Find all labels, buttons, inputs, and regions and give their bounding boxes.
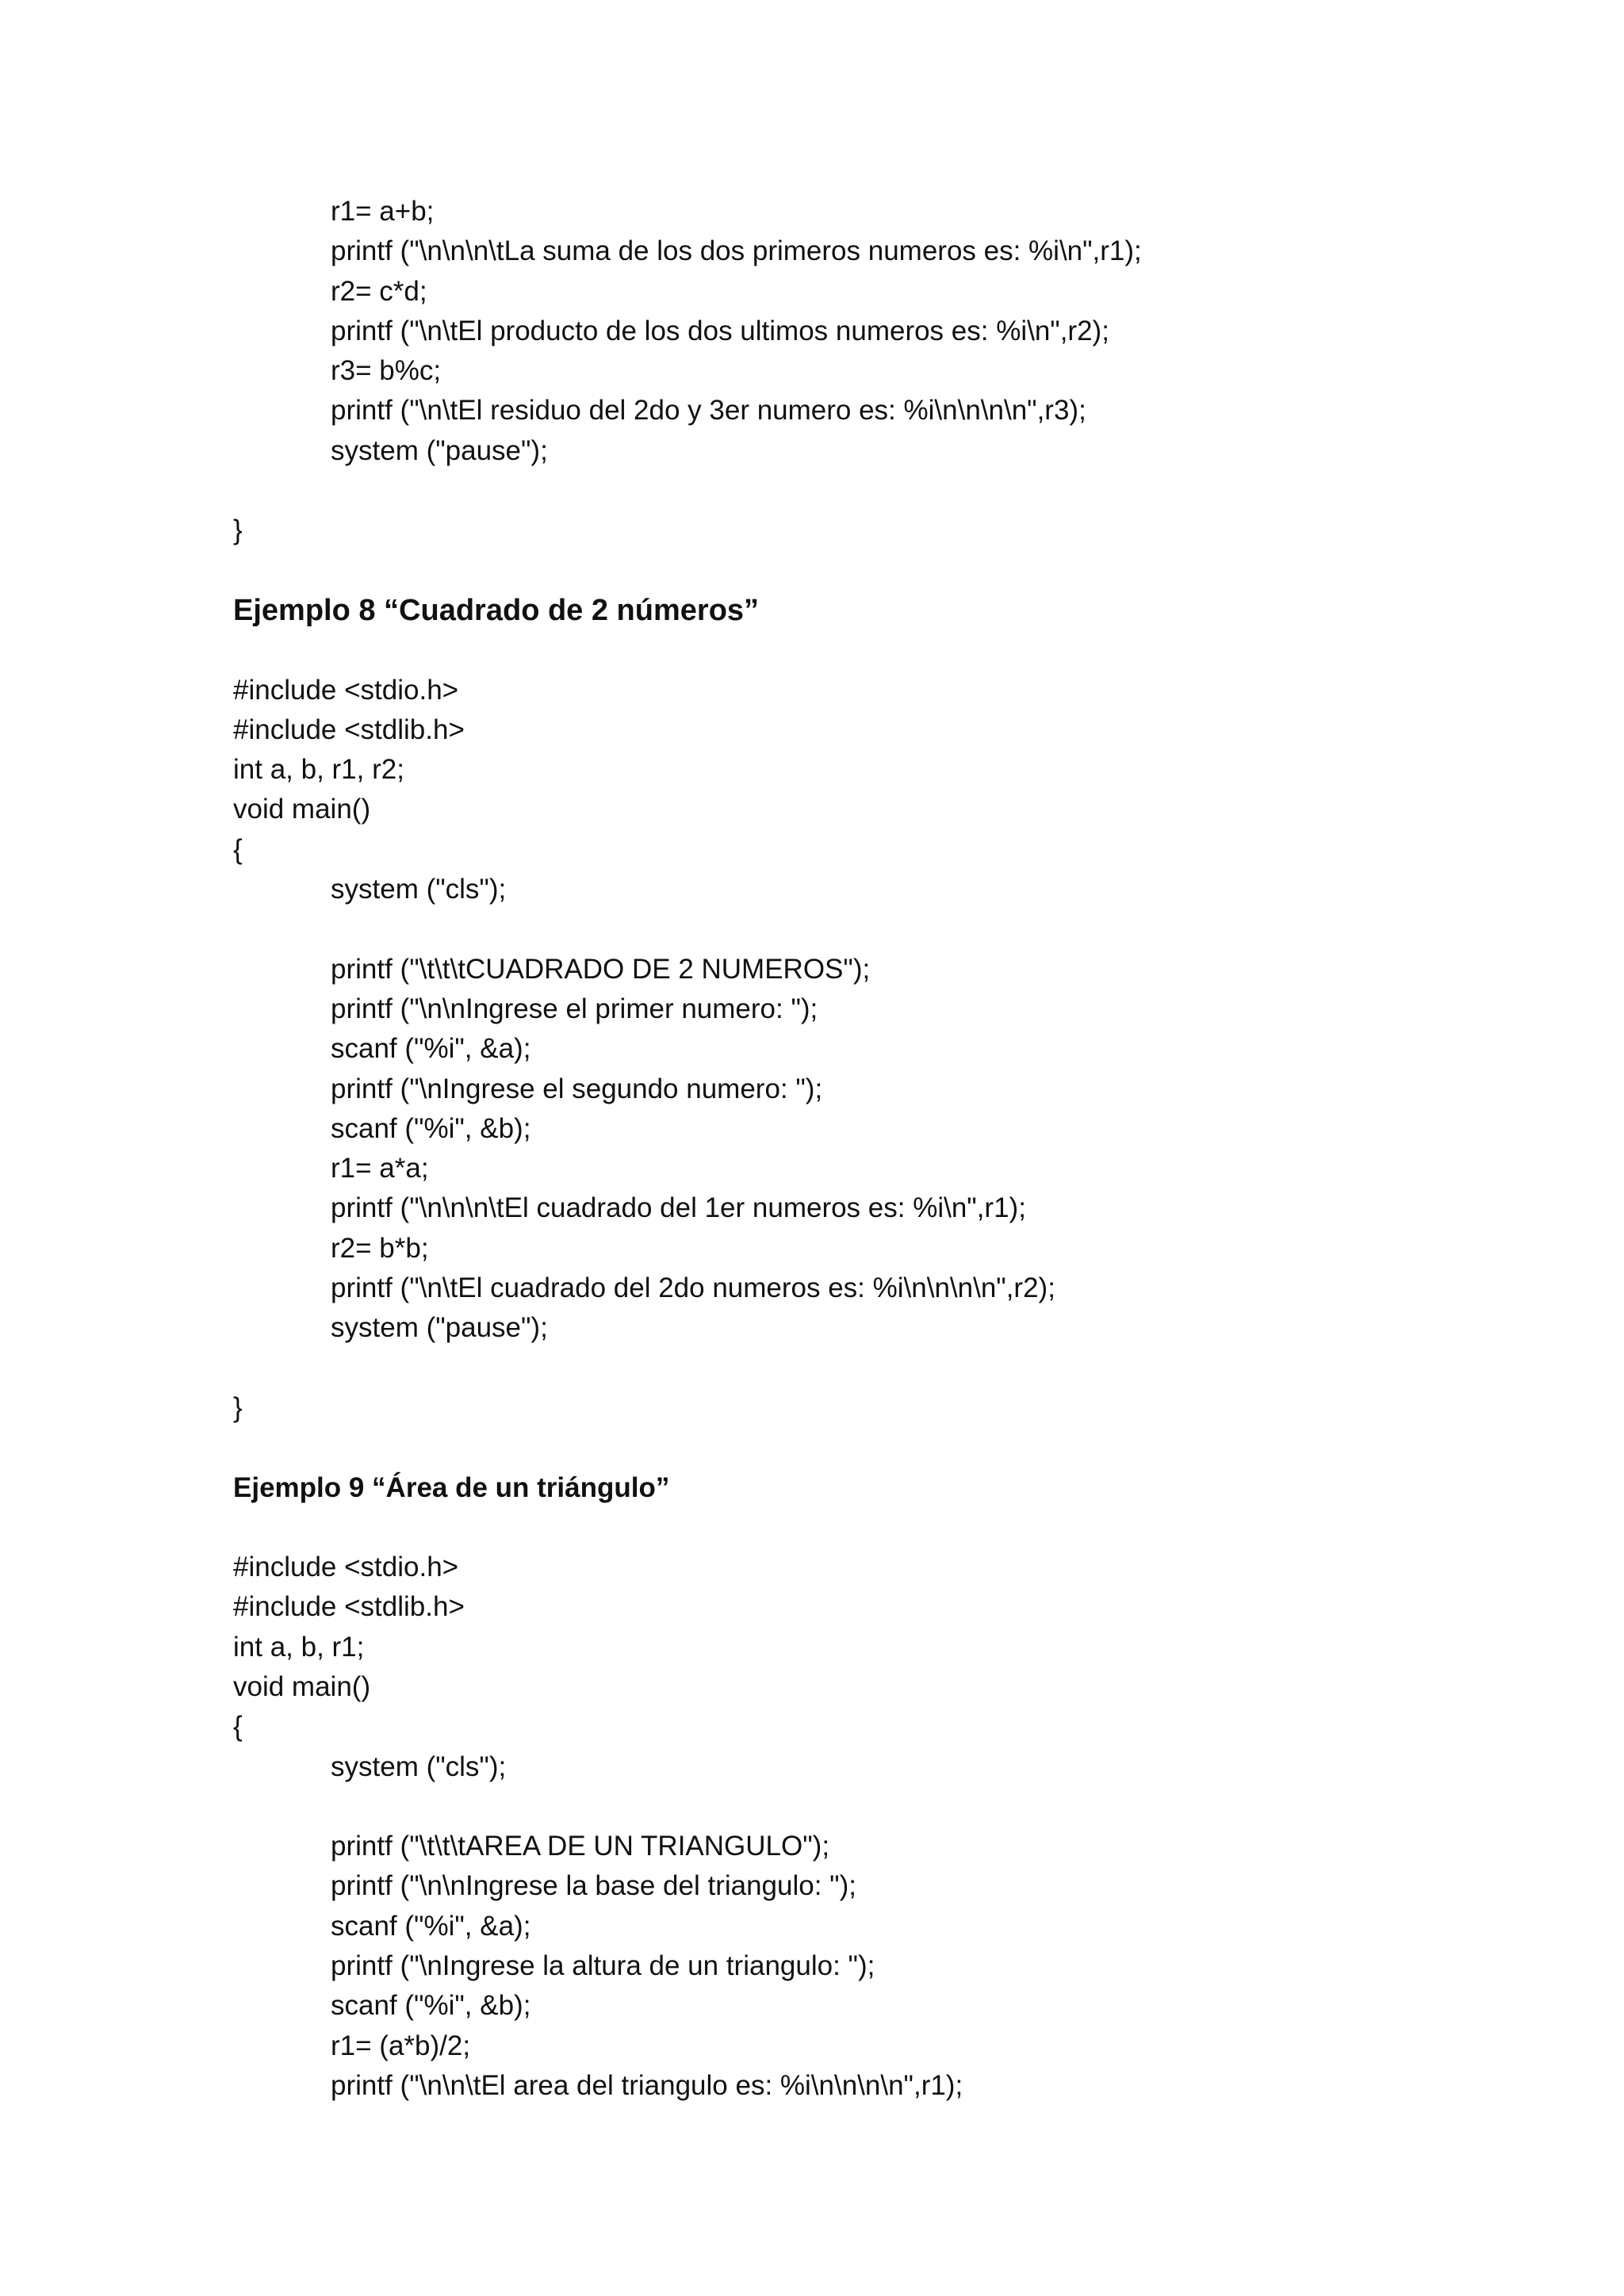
- code-line: void main(): [233, 1670, 371, 1702]
- code-line: #include <stdlib.h>: [233, 1591, 465, 1623]
- code-line: int a, b, r1, r2;: [233, 754, 404, 786]
- blank-line: [233, 1428, 1518, 1468]
- code-line: #include <stdlib.h>: [233, 714, 465, 745]
- code-line: printf ("\nIngrese el segundo numero: ");: [331, 1073, 823, 1104]
- code-line: printf ("\n\nIngrese el primer numero: ");: [331, 993, 818, 1024]
- code-line: r1= (a*b)/2;: [331, 2030, 471, 2061]
- blank-line: [233, 630, 1518, 670]
- code-line: system ("pause");: [331, 434, 548, 466]
- closing-brace: }: [233, 515, 243, 546]
- code-line: printf ("\n\tEl cuadrado del 2do numeros es: %i\n\n\n\n",r2);: [331, 1272, 1055, 1304]
- example-8-heading: Ejemplo 8 “Cuadrado de 2 números”: [233, 593, 760, 627]
- code-line: printf ("\nIngrese la altura de un triangulo: ");: [331, 1950, 875, 1982]
- blank-line: [233, 551, 1518, 591]
- code-line: r2= b*b;: [331, 1232, 429, 1264]
- blank-line: [233, 909, 1518, 949]
- code-line: system ("cls");: [331, 1751, 507, 1782]
- code-line: system ("cls");: [331, 874, 507, 905]
- opening-brace: {: [233, 1711, 243, 1743]
- blank-line: [233, 1787, 1518, 1827]
- blank-line: [233, 1508, 1518, 1548]
- code-line: system ("pause");: [331, 1312, 548, 1344]
- code-line: scanf ("%i", &a);: [331, 1910, 531, 1942]
- code-line: #include <stdio.h>: [233, 1552, 459, 1583]
- closing-brace: }: [233, 1391, 243, 1423]
- continuation-code-block: [233, 192, 1518, 591]
- code-line: printf ("\n\n\tEl area del triangulo es: %i\n\n\n\n",r1);: [331, 2069, 963, 2101]
- opening-brace: {: [233, 833, 243, 865]
- code-line: r1= a+b;: [331, 196, 435, 227]
- code-line: scanf ("%i", &b);: [331, 1112, 531, 1144]
- example-9-heading: Ejemplo 9 “Área de un triángulo”: [233, 1471, 670, 1503]
- example-8-section: [233, 591, 1518, 1468]
- code-line: r1= a*a;: [331, 1153, 429, 1184]
- code-line: r3= b%c;: [331, 355, 442, 387]
- code-line: printf ("\n\tEl producto de los dos ultimos numeros es: %i\n",r2);: [331, 315, 1109, 346]
- code-line: scanf ("%i", &a);: [331, 1033, 531, 1065]
- code-line: int a, b, r1;: [233, 1631, 365, 1663]
- blank-line: [233, 471, 1518, 511]
- code-line: printf ("\n\n\n\tEl cuadrado del 1er numeros es: %i\n",r1);: [331, 1192, 1026, 1224]
- code-line: r2= c*d;: [331, 275, 427, 307]
- code-line: printf ("\n\nIngrese la base del triangulo: ");: [331, 1870, 856, 1902]
- code-line: printf ("\n\n\n\tLa suma de los dos primeros numeros es: %i\n",r1);: [331, 235, 1142, 267]
- code-line: printf ("\t\t\tAREA DE UN TRIANGULO");: [331, 1831, 830, 1862]
- code-line: scanf ("%i", &b);: [331, 1990, 531, 2022]
- blank-line: [233, 1349, 1518, 1388]
- example-9-section: [233, 1468, 1518, 2107]
- code-line: #include <stdio.h>: [233, 674, 459, 706]
- code-line: printf ("\t\t\tCUADRADO DE 2 NUMEROS");: [331, 953, 871, 985]
- document-content: [233, 192, 1518, 2106]
- code-line: void main(): [233, 794, 371, 825]
- code-line: printf ("\n\tEl residuo del 2do y 3er numero es: %i\n\n\n\n",r3);: [331, 395, 1086, 427]
